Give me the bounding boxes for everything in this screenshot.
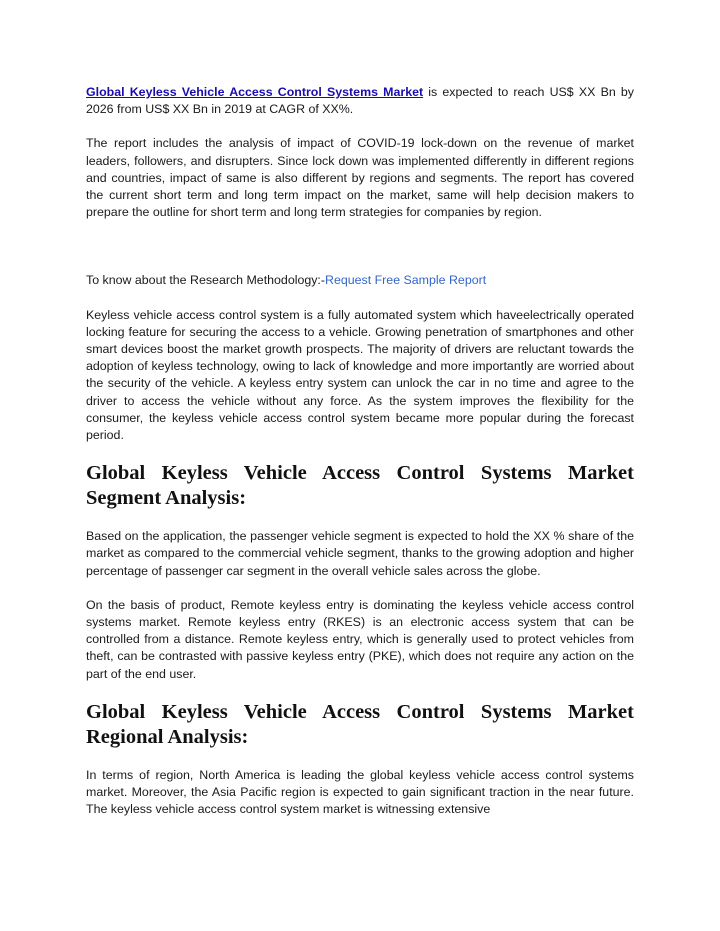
regional-paragraph: In terms of region, North America is leading the global keyless vehicle access control systems market. Moreover, the Asia Pacific region is expected to gain significant traction in the near future. The keyless vehicle access control system market is witnessing extensive	[86, 767, 634, 817]
document-body	[86, 84, 634, 835]
segment-product-paragraph: On the basis of product, Remote keyless entry is dominating the keyless vehicle access control systems market. Remote keyless entry (RKES) is an electronic access system that can be controlled from a distance. Remote keyless entry, which is generally used to protect vehicles from theft, can be contrasted with passive keyless entry (PKE), which does not require any action on the part of the end user.	[86, 597, 634, 681]
segment-heading-line2: Segment Analysis:	[86, 487, 247, 510]
intro-text: is expected to reach US$ XX Bn by 2026 from US$ XX Bn in 2019 at CAGR of XX%.	[86, 85, 634, 117]
methodology-line	[86, 272, 634, 289]
description-paragraph: Keyless vehicle access control system is a fully automated system which haveelectrically operated locking feature for securing the access to a vehicle. Growing penetration of smartphones and other smart devices boost the market growth prospects. The majority of drivers are reluctant towards the adoption of keyless technology, owing to lack of knowledge and more importantly are worried about the security of the vehicle. A keyless entry system can unlock the car in no time and agree to the driver to access the vehicle without any force. As the system improves the flexibility for the consumer, the keyless vehicle access control system became more popular during the forecast period.	[86, 307, 634, 443]
request-sample-link[interactable]: Request Free Sample Report	[325, 273, 487, 288]
segment-application-paragraph: Based on the application, the passenger vehicle segment is expected to hold the XX % share of the market as compared to the commercial vehicle segment, thanks to the growing adoption and higher percentage of passenger car segment in the overall vehicle sales across the globe.	[86, 529, 634, 578]
regional-heading-line2: Regional Analysis:	[86, 725, 249, 748]
intro-paragraph	[86, 84, 634, 118]
regional-heading-line1: Global Keyless Vehicle Access Control Systems Market	[86, 700, 634, 723]
covid-impact-paragraph: The report includes the analysis of impact of COVID-19 lock-down on the revenue of market leaders, followers, and disrupters. Since lock down was implemented differently in different regions and countries, impact of same is also different by regions and segments. The report has covered the current short term and long term impact on the market, same will help decision makers to prepare the outline for short term and long term strategies for companies by region.	[86, 136, 634, 220]
regional-analysis-heading	[86, 700, 634, 750]
market-report-link[interactable]: Global Keyless Vehicle Access Control Systems Market	[86, 85, 424, 99]
segment-heading-line1: Global Keyless Vehicle Access Control Systems Market	[86, 462, 634, 485]
methodology-prefix: To know about the Research Methodology:-	[86, 273, 326, 288]
segment-analysis-heading	[86, 461, 634, 511]
